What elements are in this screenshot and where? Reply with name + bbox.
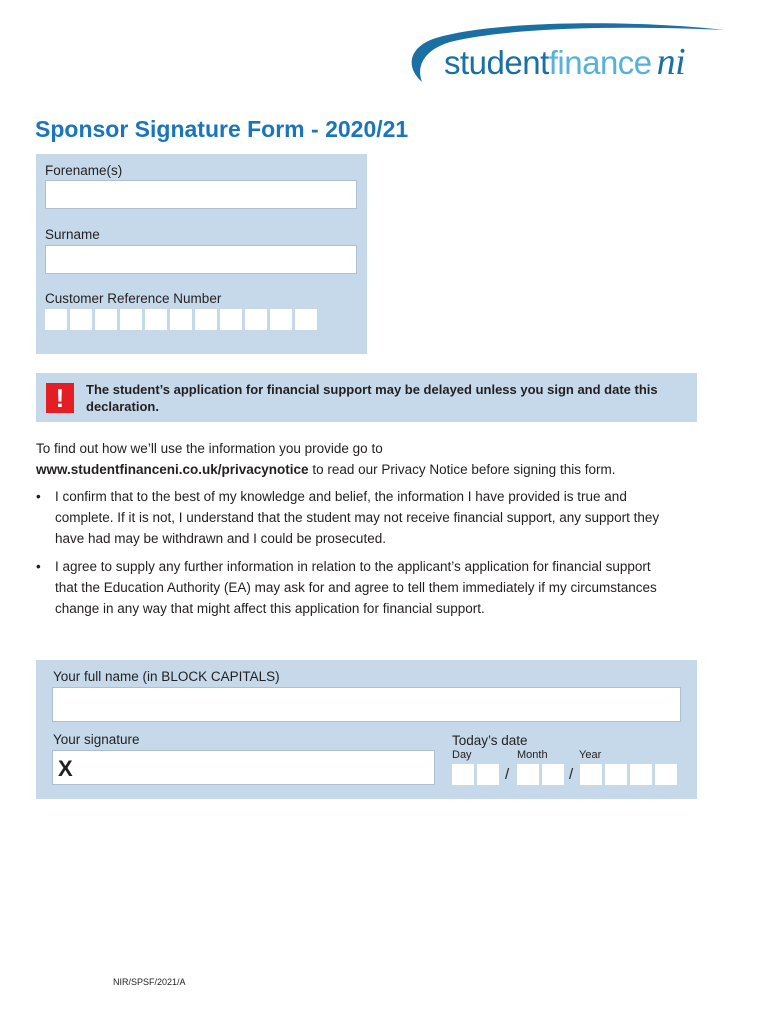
day-label: Day (452, 749, 472, 761)
form-title: Sponsor Signature Form - 2020/21 (35, 116, 409, 142)
signature-mark: X (58, 756, 73, 781)
year-box[interactable] (605, 764, 627, 785)
privacy-url-link[interactable]: www.studentfinanceni.co.uk/privacynotice (36, 462, 309, 477)
privacy-line-2 (36, 459, 716, 480)
crn-box[interactable] (245, 309, 267, 330)
privacy-line-2-rest: to read our Privacy Notice before signing this form. (308, 462, 616, 477)
forename-label: Forename(s) (45, 163, 123, 178)
crn-box[interactable] (220, 309, 242, 330)
logo-finance-text: finance (548, 44, 652, 81)
crn-boxes (45, 309, 317, 330)
declaration-item (36, 486, 716, 552)
crn-box[interactable] (195, 309, 217, 330)
year-box[interactable] (655, 764, 677, 785)
student-finance-ni-logo (406, 22, 736, 90)
date-label: Today’s date (452, 733, 528, 748)
crn-box[interactable] (270, 309, 292, 330)
declaration-text: I confirm that to the best of my knowledge and belief, the information I have provided is true and complete. If it is not, I understand that the student may not receive financial support, any support they have had may be withdrawn and I could be prosecuted. (55, 489, 660, 546)
crn-box[interactable] (120, 309, 142, 330)
surname-label: Surname (45, 227, 100, 242)
privacy-line-1: To find out how we’ll use the information you provide go to (36, 441, 383, 456)
exclamation-icon: ! (46, 383, 74, 413)
month-box[interactable] (517, 764, 539, 785)
full-name-field[interactable] (52, 687, 681, 722)
crn-box[interactable] (45, 309, 67, 330)
declaration-text: I agree to supply any further information in relation to the applicant’s application for financial support that the Education Authority (EA) may ask for and agree to tell them immediately if my circumstances change in any way that might affect this application for financial support. (55, 559, 657, 616)
forename-field[interactable] (45, 180, 357, 209)
logo-ni-text: ni (656, 41, 686, 83)
year-label: Year (579, 749, 602, 761)
year-box[interactable] (580, 764, 602, 785)
signature-label: Your signature (53, 732, 140, 747)
warning-banner (36, 373, 697, 422)
warning-text: The student’s application for financial support may be delayed unless you sign and date this declaration. (86, 382, 658, 414)
surname-field[interactable] (45, 245, 357, 274)
day-box[interactable] (452, 764, 474, 785)
year-box[interactable] (630, 764, 652, 785)
sponsor-details-panel (36, 154, 367, 354)
crn-box[interactable] (170, 309, 192, 330)
crn-box[interactable] (70, 309, 92, 330)
bullet-icon: • (36, 559, 41, 574)
crn-box[interactable] (145, 309, 167, 330)
crn-box[interactable] (95, 309, 117, 330)
privacy-notice (36, 438, 716, 480)
day-box[interactable] (477, 764, 499, 785)
form-code: NIR/SPSF/2021/A (113, 977, 186, 987)
signature-field[interactable] (52, 750, 435, 785)
bullet-icon: • (36, 489, 41, 504)
month-label: Month (517, 749, 548, 761)
signature-panel (36, 660, 697, 799)
declaration-item (36, 556, 716, 622)
crn-box[interactable] (295, 309, 317, 330)
logo-student-text: student (444, 44, 549, 81)
date-separator: / (505, 766, 510, 783)
crn-label: Customer Reference Number (45, 291, 222, 306)
logo-wordmark (444, 40, 685, 84)
date-separator: / (569, 766, 574, 783)
month-box[interactable] (542, 764, 564, 785)
full-name-label: Your full name (in BLOCK CAPITALS) (53, 669, 280, 684)
